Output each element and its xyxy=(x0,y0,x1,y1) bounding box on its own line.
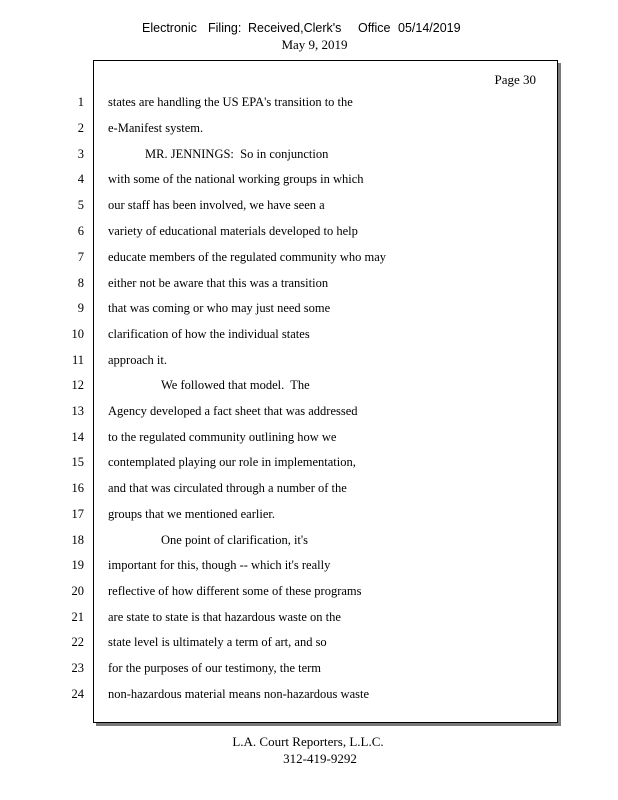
line-text: that was coming or who may just need some xyxy=(108,301,331,315)
stamp-part: 05/14/2019 xyxy=(398,21,461,35)
transcript-line xyxy=(0,635,618,655)
line-text: One point of clarification, it's xyxy=(161,533,309,547)
line-text: contemplated playing our role in implementation, xyxy=(108,455,356,469)
line-number: 7 xyxy=(77,250,84,264)
line-number: 23 xyxy=(71,661,84,675)
line-number: 4 xyxy=(77,172,84,186)
transcript-line xyxy=(0,404,618,424)
transcript-line xyxy=(0,584,618,604)
transcript-line xyxy=(0,327,618,347)
line-number: 13 xyxy=(71,404,84,418)
line-number: 11 xyxy=(71,353,84,367)
line-text: MR. JENNINGS: So in conjunction xyxy=(145,147,329,161)
transcript-line xyxy=(0,687,618,707)
transcript-line xyxy=(0,610,618,630)
line-text: e-Manifest system. xyxy=(108,121,204,135)
line-number: 24 xyxy=(71,687,84,701)
line-number: 16 xyxy=(71,481,84,495)
line-number: 19 xyxy=(71,558,84,572)
line-text: non-hazardous material means non-hazardous waste xyxy=(108,687,370,701)
line-number: 14 xyxy=(71,430,84,444)
line-text: educate members of the regulated community who may xyxy=(108,250,387,264)
line-number: 12 xyxy=(71,378,84,392)
line-text: groups that we mentioned earlier. xyxy=(108,507,275,521)
line-number: 1 xyxy=(77,95,84,109)
line-text: are state to state is that hazardous waste on the xyxy=(108,610,341,624)
line-text: states are handling the US EPA's transition to the xyxy=(108,95,353,109)
page-number: Page 30 xyxy=(494,72,536,87)
line-number: 20 xyxy=(71,584,84,598)
transcript-line xyxy=(0,95,618,115)
reporter-company: L.A. Court Reporters, L.L.C. xyxy=(232,734,384,749)
line-number: 5 xyxy=(77,198,84,212)
line-text: our staff has been involved, we have seen a xyxy=(108,198,325,212)
transcript-line xyxy=(0,121,618,141)
line-text: for the purposes of our testimony, the term xyxy=(108,661,322,675)
line-number: 15 xyxy=(71,455,84,469)
line-number: 8 xyxy=(77,276,84,290)
transcript-line xyxy=(0,301,618,321)
line-number: 2 xyxy=(77,121,84,135)
stamp-part: Received,Clerk's xyxy=(248,21,342,35)
line-text: Agency developed a fact sheet that was addressed xyxy=(108,404,358,418)
transcript-line xyxy=(0,661,618,681)
transcript-line xyxy=(0,558,618,578)
line-text: approach it. xyxy=(108,353,168,367)
transcript-line xyxy=(0,533,618,553)
line-number: 18 xyxy=(71,533,84,547)
transcript-line xyxy=(0,250,618,270)
transcript-line xyxy=(0,378,618,398)
line-text: clarification of how the individual states xyxy=(108,327,310,341)
stamp-part: Electronic xyxy=(142,21,197,35)
transcript-line xyxy=(0,276,618,296)
line-text: We followed that model. The xyxy=(161,378,310,392)
line-text: important for this, though -- which it's really xyxy=(108,558,331,572)
line-number: 22 xyxy=(71,635,84,649)
stamp-part: Filing: xyxy=(208,21,242,35)
line-number: 10 xyxy=(71,327,84,341)
transcript-line xyxy=(0,198,618,218)
line-text: variety of educational materials developed to help xyxy=(108,224,358,238)
transcript-date: May 9, 2019 xyxy=(281,37,348,52)
reporter-phone: 312-419-9292 xyxy=(283,751,357,766)
transcript-line xyxy=(0,353,618,373)
transcript-line xyxy=(0,455,618,475)
line-number: 17 xyxy=(71,507,84,521)
transcript-line xyxy=(0,430,618,450)
stamp-part: Office xyxy=(358,21,391,35)
transcript-line xyxy=(0,507,618,527)
line-text: reflective of how different some of these programs xyxy=(108,584,362,598)
line-number: 6 xyxy=(77,224,84,238)
line-text: with some of the national working groups in which xyxy=(108,172,364,186)
line-text: and that was circulated through a number of the xyxy=(108,481,347,495)
line-number: 9 xyxy=(77,301,84,315)
transcript-line xyxy=(0,224,618,244)
line-text: state level is ultimately a term of art, and so xyxy=(108,635,327,649)
line-number: 21 xyxy=(71,610,84,624)
transcript-line xyxy=(0,147,618,167)
line-number: 3 xyxy=(77,147,84,161)
reporter-footer xyxy=(0,734,618,767)
line-text: to the regulated community outlining how we xyxy=(108,430,337,444)
line-text: either not be aware that this was a transition xyxy=(108,276,329,290)
transcript-line xyxy=(0,172,618,192)
transcript-line xyxy=(0,481,618,501)
